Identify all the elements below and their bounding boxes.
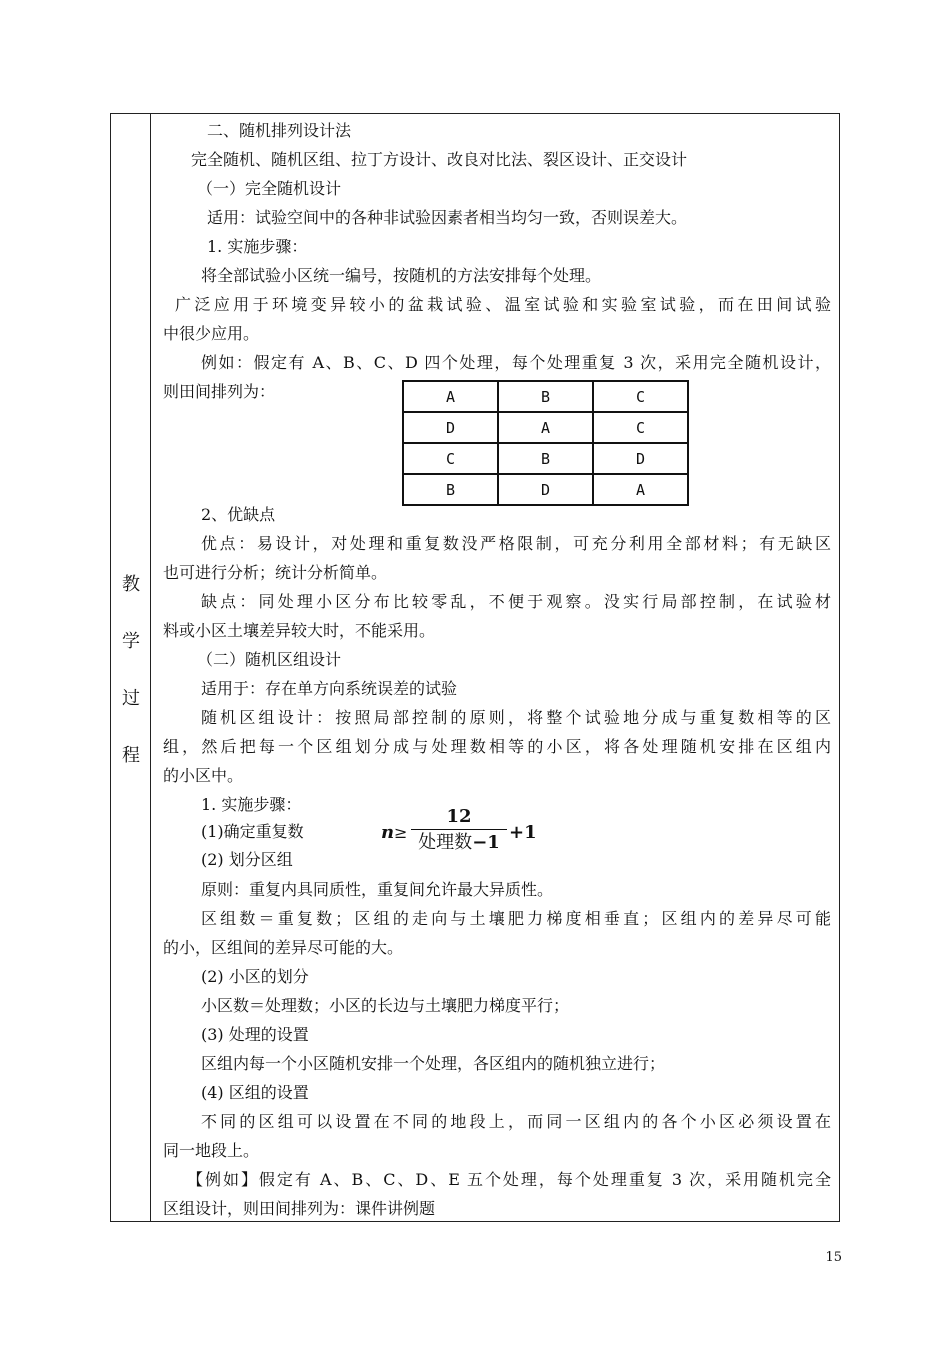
step-item: (4) 区组的设置 (201, 1083, 309, 1102)
paragraph-line: 缺点：同处理小区分布比较零乱，不便于观察。没实行局部控制，在试验材 (201, 592, 831, 611)
step-item: (3) 处理的设置 (201, 1025, 309, 1044)
paragraph-line: 区组数＝重复数；区组的走向与土壤肥力梯度相垂直；区组内的差异尽可能 (201, 909, 831, 928)
paragraph-line: 优点：易设计，对处理和重复数没严格限制，可充分利用全部材料；有无缺区 (201, 534, 831, 553)
paragraph-line: 料或小区土壤差异较大时，不能采用。 (163, 621, 436, 640)
example-line: 【例如】假定有 A、B、C、D、E 五个处理，每个处理重复 3 次，采用随机完全 (187, 1170, 831, 1189)
formula-fraction (411, 806, 507, 854)
page-number: 15 (825, 1250, 842, 1265)
paragraph-line: 适用：试验空间中的各种非试验因素者相当均匀一致，否则误差大。 (207, 208, 688, 227)
lesson-table (110, 113, 840, 1222)
paragraph-line: 广泛应用于环境变异较小的盆栽试验、温室试验和实验室试验，而在田间试验 (175, 295, 831, 314)
paragraph-line: 区组内每一个小区随机安排一个处理，各区组内的随机独立进行； (201, 1054, 666, 1073)
subsection-heading: （二）随机区组设计 (197, 650, 342, 669)
table-cell: A (403, 381, 498, 412)
table-cell: A (498, 412, 593, 443)
paragraph-line: 适用于：存在单方向系统误差的试验 (201, 679, 458, 698)
step-heading: 1. 实施步骤： (207, 237, 308, 256)
paragraph-line: 小区数＝处理数；小区的长边与土壤肥力梯度平行； (201, 996, 570, 1015)
step-item: (1)确定重复数 (201, 822, 304, 841)
table-cell: D (403, 412, 498, 443)
subsection-heading: 2、优缺点 (201, 505, 276, 524)
section-label-column (111, 114, 151, 1221)
formula-tail: +1 (509, 822, 537, 843)
section-label-char: 学 (122, 631, 140, 652)
paragraph-line: 的小区中。 (163, 766, 244, 785)
section-heading: 二、随机排列设计法 (207, 121, 352, 140)
field-layout-table (402, 380, 689, 506)
table-row (403, 412, 688, 443)
paragraph-line: 不同的区组可以设置在不同的地段上，而同一区组内的各个小区必须设置在 (201, 1112, 831, 1131)
subsection-heading: （一）完全随机设计 (197, 179, 342, 198)
denominator-text: 处理数 (418, 832, 473, 853)
table-cell: D (498, 474, 593, 505)
paragraph-line: 完全随机、随机区组、拉丁方设计、改良对比法、裂区设计、正交设计 (191, 150, 688, 169)
denominator-operator: −1 (472, 832, 500, 853)
step-item: (2) 小区的划分 (201, 967, 309, 986)
paragraph-line: 将全部试验小区统一编号，按随机的方法安排每个处理。 (201, 266, 602, 285)
table-cell: D (593, 443, 688, 474)
paragraph-line: 也可进行分析；统计分析简单。 (163, 563, 388, 582)
formula-relation: ≥ (394, 823, 408, 842)
table-cell: B (498, 381, 593, 412)
fraction-bar (411, 829, 507, 830)
paragraph-line: 组，然后把每一个区组划分成与处理数相等的小区，将各处理随机安排在区组内 (163, 737, 831, 756)
section-label-char: 教 (122, 574, 140, 595)
table-row (403, 474, 688, 505)
step-item: (2) 划分区组 (201, 850, 293, 869)
table-cell: C (403, 443, 498, 474)
paragraph-line: 随机区组设计：按照局部控制的原则，将整个试验地分成与重复数相等的区 (201, 708, 831, 727)
table-cell: C (593, 412, 688, 443)
table-cell: B (498, 443, 593, 474)
table-cell: C (593, 381, 688, 412)
table-cell: A (593, 474, 688, 505)
table-cell: B (403, 474, 498, 505)
formula-variable: n (381, 822, 395, 843)
paragraph-line: 中很少应用。 (163, 324, 260, 343)
example-line: 区组设计，则田间排列为：课件讲例题 (163, 1199, 436, 1218)
paragraph-line: 例如：假定有 A、B、C、D 四个处理，每个处理重复 3 次，采用完全随机设计， (201, 353, 831, 372)
paragraph-line: 原则：重复内具同质性，重复间允许最大异质性。 (201, 880, 554, 899)
paragraph-line: 的小，区组间的差异尽可能的大。 (163, 938, 404, 957)
paragraph-line: 同一地段上。 (163, 1141, 260, 1160)
step-heading: 1. 实施步骤： (201, 795, 302, 814)
formula-numerator: 12 (446, 806, 472, 827)
teaching-process-content (151, 114, 841, 1221)
paragraph-line: 则田间排列为： (163, 382, 276, 401)
section-label-char: 过 (122, 688, 140, 709)
section-label-char: 程 (122, 745, 140, 766)
table-row (403, 381, 688, 412)
table-row (403, 443, 688, 474)
